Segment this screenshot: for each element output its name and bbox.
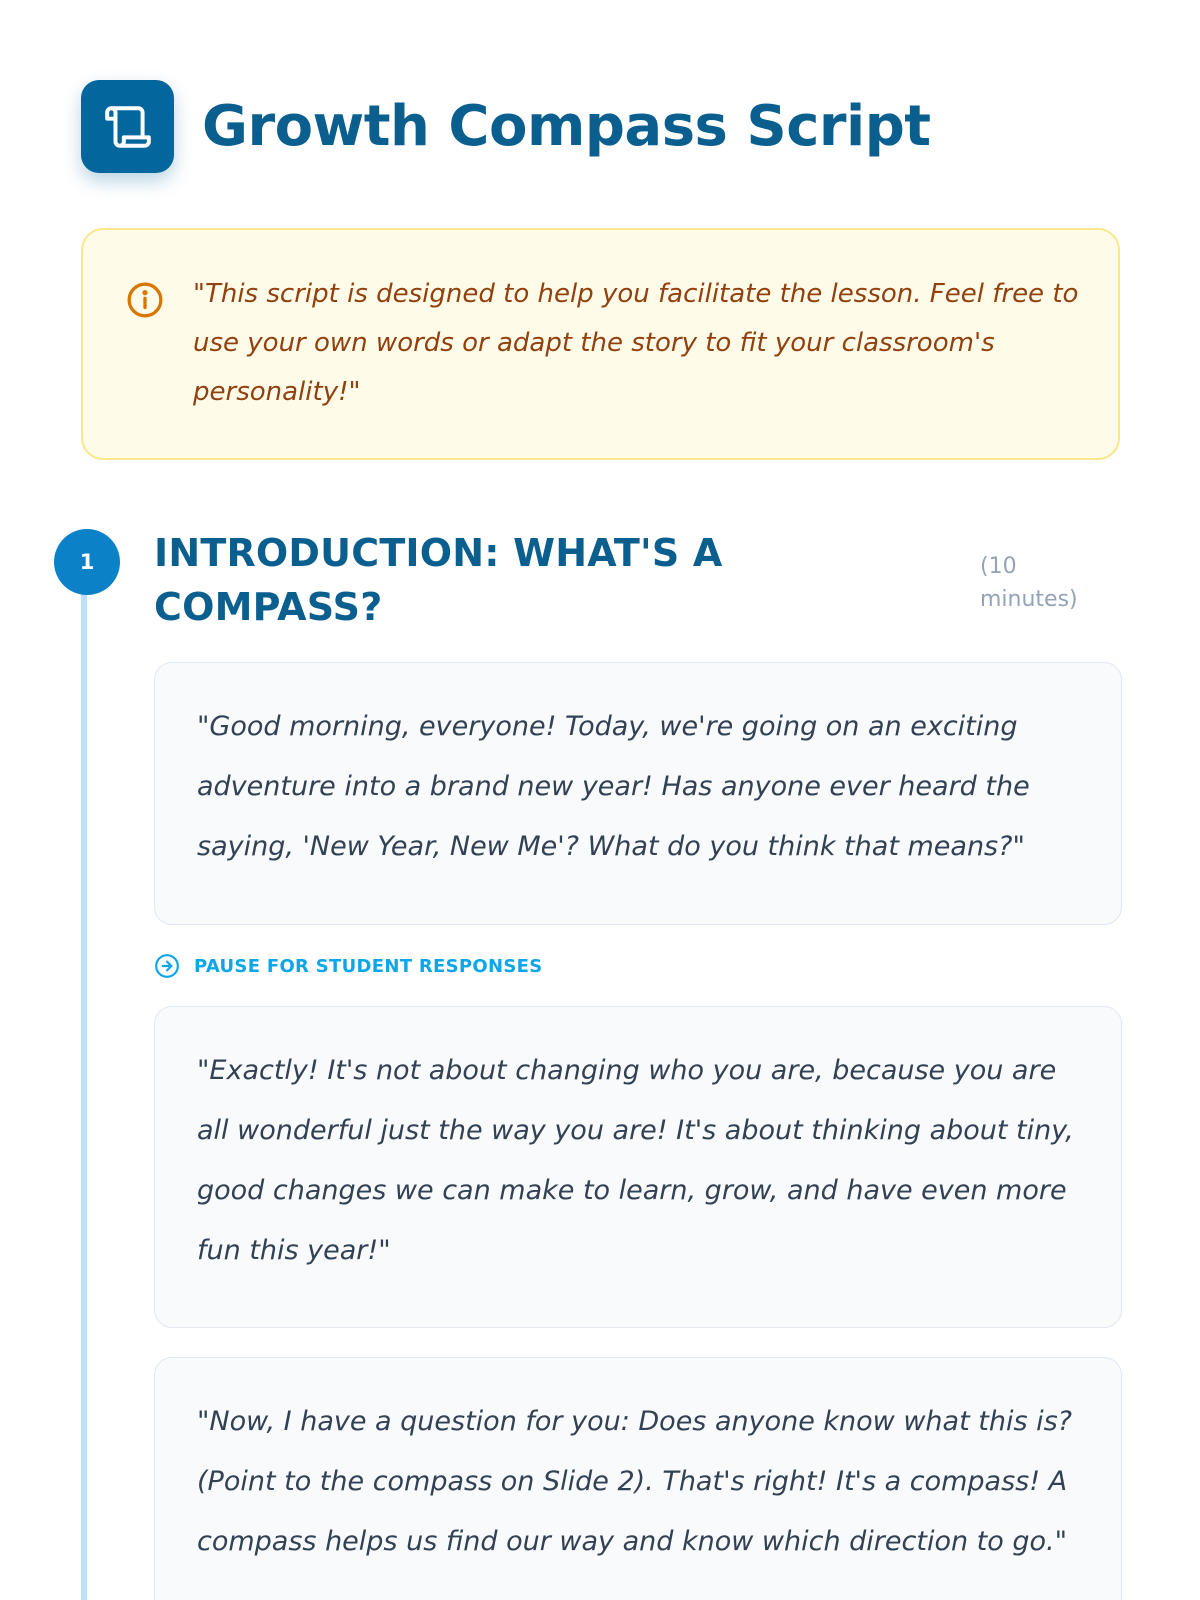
section-duration: (10 minutes) <box>980 554 1078 612</box>
script-card-text: "Good morning, everyone! Today, we're going on an exciting adventure into a brand new year! Has anyone ever heard the saying, 'New Year, New Me'? What do you think that means?" <box>197 711 1030 862</box>
page-header <box>81 80 931 173</box>
pause-label: PAUSE FOR STUDENT RESPONSES <box>194 955 543 977</box>
script-card <box>154 1006 1122 1328</box>
info-icon <box>125 280 165 320</box>
note-text: "This script is designed to help you facilitate the lesson. Feel free to use your own words or adapt the story to fit your classroom's personality!" <box>193 279 1079 407</box>
script-card-text: "Exactly! It's not about changing who you are, because you are all wonderful just the way you are! It's about thinking about tiny, good changes we can make to learn, grow, and have even more fun this year!" <box>197 1055 1074 1266</box>
script-card <box>154 1357 1122 1600</box>
timeline-line <box>81 560 87 1600</box>
logo-badge <box>81 80 174 173</box>
scroll-icon <box>103 102 153 152</box>
script-card <box>154 662 1122 925</box>
arrow-right-circle-icon <box>154 953 180 979</box>
pause-indicator <box>154 953 543 979</box>
script-card-text: "Now, I have a question for you: Does anyone know what this is? (Point to the compass on Slide 2). That's right! It's a compass! A compass helps us find our way and know which direction to go." <box>197 1406 1073 1557</box>
facilitator-note <box>81 228 1120 460</box>
section-title: INTRODUCTION: WHAT'S A COMPASS? <box>154 531 723 629</box>
page-title: Growth Compass Script <box>202 94 931 159</box>
step-number-badge: 1 <box>54 529 120 595</box>
